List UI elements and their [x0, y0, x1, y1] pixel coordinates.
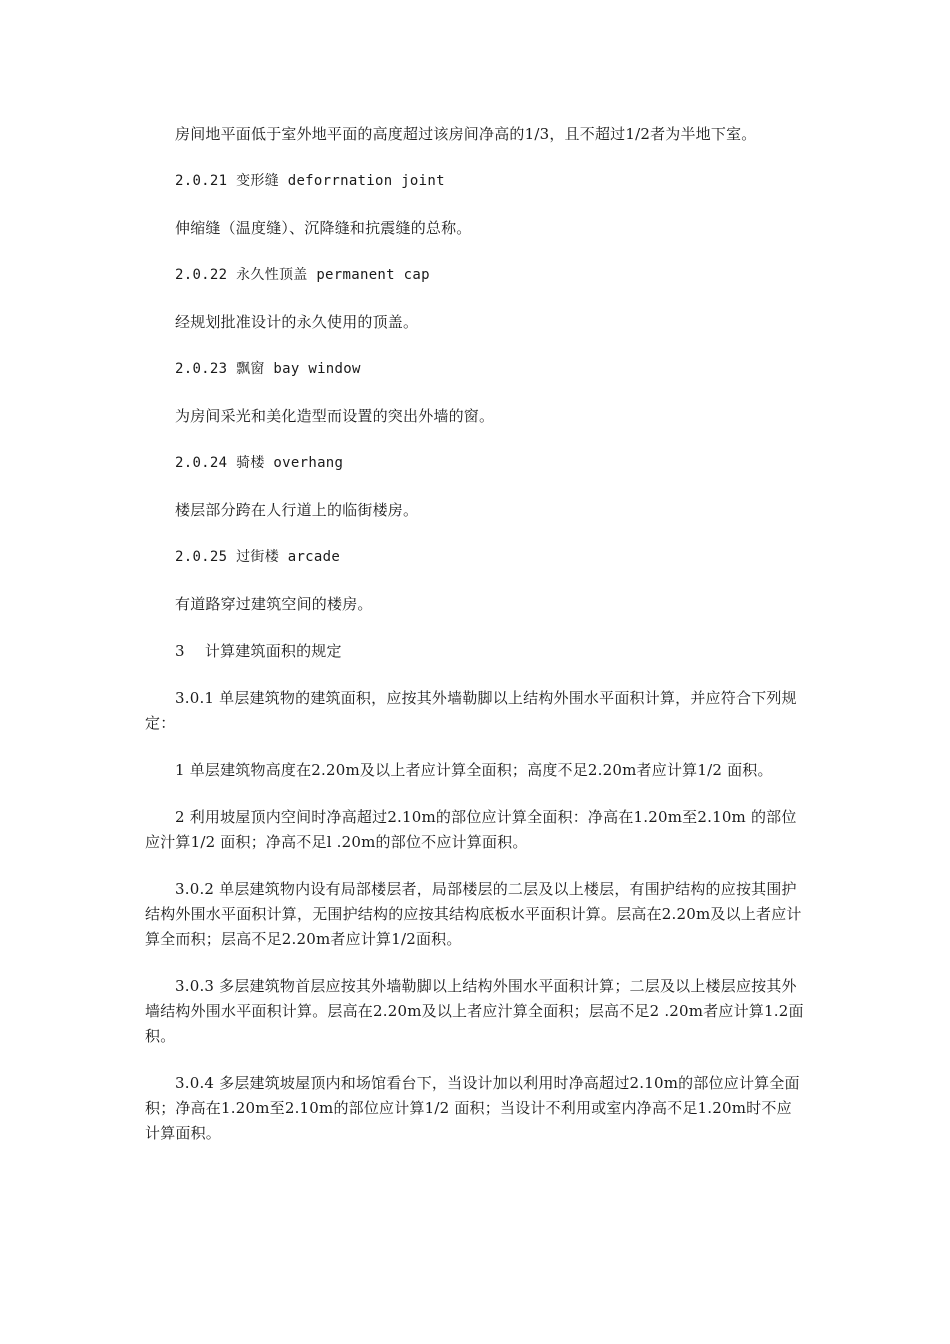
paragraph-overhang-definition: 楼层部分跨在人行道上的临街楼房。 — [175, 501, 419, 519]
paragraph-permanent-cap-definition: 经规划批准设计的永久使用的顶盖。 — [175, 313, 419, 331]
term-heading-2-0-22: 2.0.22 永久性顶盖 permanent cap — [175, 267, 430, 283]
term-heading-2-0-24: 2.0.24 骑楼 overhang — [175, 455, 344, 471]
clause-3-0-1-item-1: 1 单层建筑物高度在2.20m及以上者应计算全面积；高度不足2.20m者应计算1/2 面积。 — [175, 761, 773, 779]
clause-3-0-1: 3.0.1 单层建筑物的建筑面积，应按其外墙勒脚以上结构外围水平面积计算，并应符合下列规定： — [145, 689, 797, 732]
clause-3-0-4: 3.0.4 多层建筑坡屋顶内和场馆看台下，当设计加以利用时净高超过2.10m的部位应计算全面积；净高在1.20m至2.10m的部位应计算1/2 面积；当设计不利用或室内净高不足1.20m时不应计算面积。 — [145, 1074, 800, 1142]
paragraph-semi-basement-definition: 房间地平面低于室外地平面的高度超过该房间净高的1/3，且不超过1/2者为半地下室。 — [175, 125, 757, 143]
clause-3-0-2: 3.0.2 单层建筑物内设有局部楼层者，局部楼层的二层及以上楼层，有围护结构的应按其围护结构外围水平面积计算，无围护结构的应按其结构底板水平面积计算。层高在2.20m及以上者应计算全而积；层高不足2.20m者应计算1/2面积。 — [145, 880, 802, 948]
section-heading-3: 3 计算建筑面积的规定 — [175, 642, 342, 660]
paragraph-arcade-definition: 有道路穿过建筑空间的楼房。 — [175, 595, 373, 613]
paragraph-bay-window-definition: 为房间采光和美化造型而设置的突出外墙的窗。 — [175, 407, 495, 425]
clause-3-0-1-item-2: 2 利用坡屋顶内空间时净高超过2.10m的部位应计算全面积：净高在1.20m至2.10m 的部位应汁算1/2 面积；净高不足l .20m的部位不应计算面积。 — [145, 808, 797, 851]
paragraph-deformation-joint-definition: 伸缩缝（温度缝）、沉降缝和抗震缝的总称。 — [175, 219, 472, 237]
term-heading-2-0-23: 2.0.23 飘窗 bay window — [175, 361, 361, 377]
term-heading-2-0-21: 2.0.21 变形缝 deforrnation joint — [175, 173, 445, 189]
document-body — [145, 122, 805, 1168]
term-heading-2-0-25: 2.0.25 过街楼 arcade — [175, 549, 341, 565]
clause-3-0-3: 3.0.3 多层建筑物首层应按其外墙勒脚以上结构外围水平面积计算；二层及以上楼层应按其外墙结构外围水平面积计算。层高在2.20m及以上者应汁算全面积；层高不足2 .20m者应计算1.2面积。 — [145, 977, 804, 1045]
